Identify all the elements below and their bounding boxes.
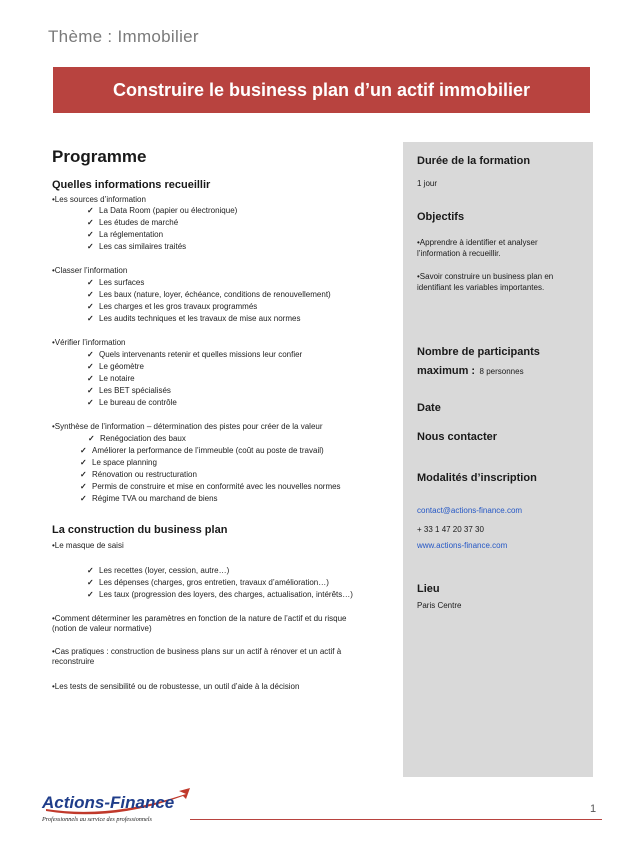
list-item: ✓ Améliorer la performance de l’immeuble (coût au poste de travail) <box>80 446 324 455</box>
duree-value: 1 jour <box>417 179 438 188</box>
list-item: ✓ Le géomètre <box>87 362 144 371</box>
checkmark-icon: ✓ <box>87 578 94 587</box>
list-item: ✓ La réglementation <box>87 230 164 239</box>
programme-column <box>52 147 387 691</box>
paragraph-line: •Les tests de sensibilité ou de robustesse, un outil d’aide à la décision <box>52 682 300 691</box>
title-banner <box>53 67 590 113</box>
banner-title: Construire le business plan d’un actif immobilier <box>112 79 531 100</box>
lieu-label: Lieu <box>417 583 440 595</box>
checkmark-icon: ✓ <box>87 206 94 215</box>
objectif-line: l’information à recueillir. <box>417 249 501 258</box>
participants-row <box>417 361 524 379</box>
list-item: ✓ Le space planning <box>80 458 157 467</box>
checkmark-icon: ✓ <box>87 590 94 599</box>
checkmark-icon: ✓ <box>87 362 94 371</box>
group-label: •Les sources d’information <box>52 195 146 204</box>
list-item: ✓ Les surfaces <box>87 278 145 287</box>
checkmark-icon: ✓ <box>80 482 87 491</box>
inscription-label: Modalités d’inscription <box>417 472 537 484</box>
section-title: Quelles informations recueillir <box>52 179 211 191</box>
paragraph-line: reconstruire <box>52 657 95 666</box>
checkmark-icon: ✓ <box>87 374 94 383</box>
list-item: ✓ Les recettes (loyer, cession, autre…) <box>87 566 230 575</box>
group-label: •Vérifier l’information <box>52 338 126 347</box>
website-link[interactable]: www.actions-finance.com <box>417 541 508 550</box>
checkmark-icon: ✓ <box>87 398 94 407</box>
list-item: ✓ Les baux (nature, loyer, échéance, conditions de renouvellement) <box>87 290 331 299</box>
group-label: •Le masque de saisi <box>52 541 124 550</box>
group-label: •Classer l’information <box>52 266 128 275</box>
list-item: ✓ Les charges et les gros travaux programmés <box>87 302 258 311</box>
list-item: ✓ Rénovation ou restructuration <box>80 470 197 479</box>
list-item: ✓ Le notaire <box>87 374 135 383</box>
list-item: ✓ Les BET spécialisés <box>87 386 171 395</box>
duree-label: Durée de la formation <box>417 155 531 167</box>
section-title: La construction du business plan <box>52 524 228 536</box>
list-item: ✓ Renégociation des baux <box>88 434 186 443</box>
checkmark-icon: ✓ <box>80 494 87 503</box>
objectifs-label: Objectifs <box>417 211 465 223</box>
paragraph-line: (notion de valeur normative) <box>52 624 152 633</box>
theme-label: Thème : Immobilier <box>48 27 199 46</box>
programme-heading: Programme <box>52 147 147 166</box>
date-label: Date <box>417 402 441 414</box>
list-item: ✓ Les taux (progression des loyers, des charges, actualisation, intérêts…) <box>87 590 353 599</box>
checkmark-icon: ✓ <box>87 302 94 311</box>
participants-value: 8 personnes <box>479 367 524 376</box>
checkmark-icon: ✓ <box>87 290 94 299</box>
participants-label: Nombre de participants <box>417 346 540 358</box>
checkmark-icon: ✓ <box>87 218 94 227</box>
list-item: ✓ Le bureau de contrôle <box>87 398 177 407</box>
list-item: ✓ Régime TVA ou marchand de biens <box>80 494 218 503</box>
checkmark-icon: ✓ <box>80 458 87 467</box>
checkmark-icon: ✓ <box>87 242 94 251</box>
footer-rule <box>190 819 602 820</box>
page-number: 1 <box>590 803 597 815</box>
list-item: ✓ Quels intervenants retenir et quelles missions leur confier <box>87 350 303 359</box>
participants-label-2: maximum : <box>417 365 476 377</box>
checkmark-icon: ✓ <box>87 230 94 239</box>
objectif-line: •Apprendre à identifier et analyser <box>417 238 538 247</box>
group-label: •Synthèse de l’information – détermination des pistes pour créer de la valeur <box>52 422 323 431</box>
checkmark-icon: ✓ <box>87 278 94 287</box>
paragraph-line: •Comment déterminer les paramètres en fonction de la nature de l’actif et du risque <box>52 614 347 623</box>
email-link[interactable]: contact@actions-finance.com <box>417 506 523 515</box>
checkmark-icon: ✓ <box>87 350 94 359</box>
checkmark-icon: ✓ <box>87 386 94 395</box>
lieu-value: Paris Centre <box>417 601 462 610</box>
checkmark-icon: ✓ <box>87 314 94 323</box>
list-item: ✓ Permis de construire et mise en conformité avec les nouvelles normes <box>80 482 341 491</box>
list-item: ✓ Les cas similaires traités <box>87 242 187 251</box>
checkmark-icon: ✓ <box>87 566 94 575</box>
checkmark-icon: ✓ <box>88 434 95 443</box>
list-item: ✓ Les études de marché <box>87 218 179 227</box>
list-item: ✓ La Data Room (papier ou électronique) <box>87 206 238 215</box>
info-sidebar <box>403 142 593 777</box>
phone-number: + 33 1 47 20 37 30 <box>417 525 484 534</box>
list-item: ✓ Les audits techniques et les travaux de mise aux normes <box>87 314 301 323</box>
logo-tagline: Professionnels au service des professionnels <box>42 816 152 823</box>
contact-label: Nous contacter <box>417 431 498 443</box>
checkmark-icon: ✓ <box>80 446 87 455</box>
checkmark-icon: ✓ <box>80 470 87 479</box>
list-item: ✓ Les dépenses (charges, gros entretien, travaux d’amélioration…) <box>87 578 329 587</box>
paragraph-line: •Cas pratiques : construction de business plans sur un actif à rénover et un actif à <box>52 647 342 656</box>
objectif-line: identifiant les variables importantes. <box>417 283 545 292</box>
logo-wordmark: Actions-Finance <box>42 793 175 812</box>
actions-finance-logo <box>40 786 190 826</box>
objectif-line: •Savoir construire un business plan en <box>417 272 554 281</box>
